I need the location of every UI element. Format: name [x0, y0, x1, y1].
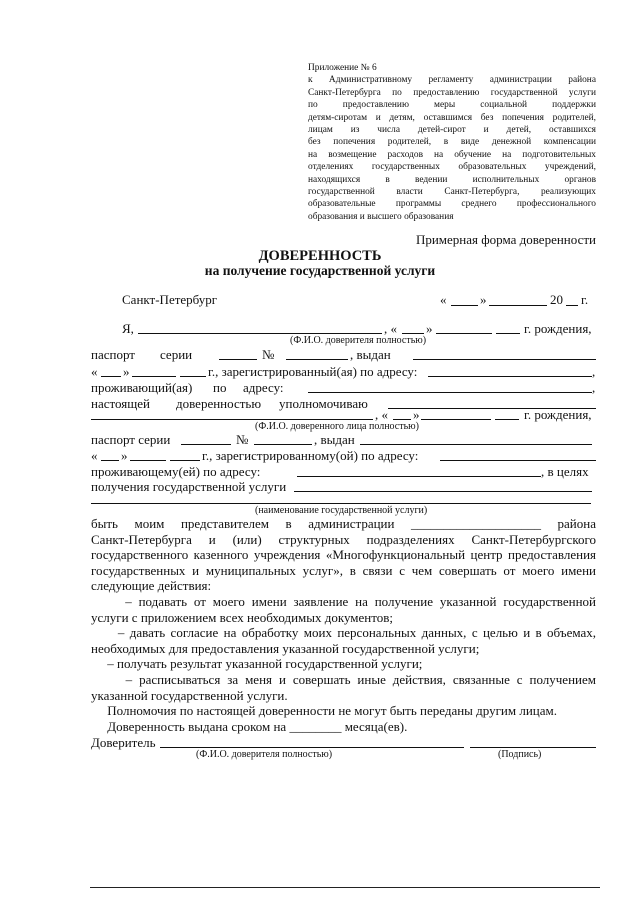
appendix-line: лицам из числа детей-сирот и детей, оставшихся [308, 124, 596, 135]
attorney-birth-day-field[interactable] [393, 419, 411, 420]
appendix-line: на возмещение расходов на обучение на подготовительных [308, 149, 596, 160]
date-day-field[interactable] [451, 305, 478, 306]
signature-label: Доверитель [91, 735, 156, 750]
principal-birth-month-field[interactable] [436, 333, 492, 334]
appendix-line: находящихся в ведении исполнительных органов [308, 174, 596, 185]
attorney-date-close: » [413, 407, 420, 422]
date-open-quote: « [440, 292, 447, 307]
body-line: Доверенность выдана сроком на ________ месяца(ев). [91, 718, 408, 734]
reg-address-field[interactable] [428, 376, 592, 377]
bottom-rule [90, 887, 600, 888]
date-year-suffix: г. [581, 292, 589, 307]
principal-i: Я, [122, 321, 134, 336]
signature-caption: (Подпись) [498, 749, 542, 760]
attorney-issued-field[interactable] [360, 444, 592, 445]
by-this-label: настоящей [91, 396, 150, 411]
living-address-field[interactable] [308, 392, 592, 393]
appendix-line: по предоставлению меры социальной поддержки [308, 100, 596, 111]
attorney-issued-day-field[interactable] [101, 460, 119, 461]
reg-address-label: г., зарегистрированный(ая) по адресу: [208, 364, 418, 379]
body-line: Санкт-Петербурга и (или) структурных подразделениях Санкт-Петербургского [91, 531, 596, 547]
body-line: быть моим представителем в администрации ____________________ района [91, 516, 596, 531]
signature-field[interactable] [470, 747, 596, 748]
date-month-field[interactable] [489, 305, 547, 306]
appendix-line: отделениях государственных образовательных учреждений, [308, 162, 596, 173]
attorney-living-label: проживающему(ей) по адресу: [91, 464, 261, 479]
date-year-prefix: 20 [550, 292, 563, 307]
attorney-issued-label: , выдан [314, 432, 355, 447]
purpose-label: , в целях [541, 464, 589, 479]
attorney-issued-date-close: » [121, 448, 128, 463]
by-label: по [213, 380, 227, 395]
passport-issued-field[interactable] [413, 359, 596, 360]
attorney-number-sign: № [236, 432, 249, 447]
signature-fio-field[interactable] [160, 747, 464, 748]
attorney-issued-date-open: « [91, 448, 98, 463]
passport-series-field[interactable] [219, 359, 257, 360]
attorney-fio-field[interactable] [91, 419, 373, 420]
attorney-number-field[interactable] [254, 444, 312, 445]
obtain-label: получения государственной услуги [91, 479, 287, 494]
appendix-line: образовательные программы среднего профессионального [308, 199, 596, 210]
living-label: проживающий(ая) [91, 380, 193, 395]
appendix-line: детям-сиротам и детям, оставшимся без попечения родителей, [308, 112, 596, 123]
attorney-birth-month-field[interactable] [421, 419, 491, 420]
body-line: – подавать от моего имени заявление на получение указанной государственной [91, 593, 596, 609]
appendix-lines [308, 74, 596, 223]
appendix-line: к Административному регламенту администрации района [308, 75, 596, 86]
date-year-field[interactable] [566, 305, 578, 306]
body-line: Полномочия по настоящей доверенности не могут быть переданы другим лицам. [91, 703, 558, 719]
appendix-line: Санкт-Петербурга по предоставлению государственной услуги [308, 87, 596, 98]
number-sign: № [262, 347, 275, 362]
body-line: услуги с приложением всех необходимых документов; [91, 609, 394, 625]
attorney-fio-caption: (Ф.И.О. доверенного лица полностью) [255, 421, 419, 432]
body-line: следующие действия: [91, 578, 212, 594]
attorney-issued-month-field[interactable] [130, 460, 166, 461]
issued-day-field[interactable] [101, 376, 121, 377]
body-text [91, 516, 596, 734]
appendix-line: образования и высшего образования [308, 211, 454, 222]
appendix-line: государственной власти Санкт-Петербурга, реализующих [308, 186, 596, 197]
body-line: указанной государственной услуги. [91, 687, 288, 703]
attorney-birth-label: г. рождения, [524, 407, 592, 422]
attorney-passport-label: паспорт серии [91, 432, 171, 447]
body-line: государственного казенного учреждения «Многофункциональный центр предоставления [91, 547, 596, 563]
document-title: ДОВЕРЕННОСТЬ [258, 248, 382, 264]
date-close-quote: » [480, 292, 487, 307]
body-line: государственных и муниципальных услуг», в связи с чем совершать от моего имени [91, 562, 596, 578]
service-caption: (наименование государственной услуги) [255, 505, 428, 516]
document-subtitle: на получение государственной услуги [204, 263, 436, 278]
attorney-issued-year-field[interactable] [170, 460, 200, 461]
principal-date-close: » [426, 321, 433, 336]
address-label: адресу: [243, 380, 284, 395]
sample-form-label: Примерная форма доверенности [415, 232, 596, 247]
punct-comma: , [592, 364, 596, 379]
principal-birth-year-field[interactable] [496, 333, 520, 334]
power-label: доверенностью [176, 396, 262, 411]
body-line: – давать согласие на обработку моих персональных данных, с целью и в объемах, [91, 625, 596, 641]
attorney-date-open: , « [375, 407, 388, 422]
body-line: – расписываться за меня и совершать иные действия, связанные с получением [91, 671, 596, 687]
appendix-line: без попечения родителей, в виде денежной компенсации [308, 137, 596, 148]
appendix-block [308, 62, 596, 223]
service-name-field[interactable] [91, 503, 591, 504]
principal-fio-field[interactable] [138, 333, 382, 334]
principal-birth-day-field[interactable] [402, 333, 424, 334]
principal-fio-caption: (Ф.И.О. доверителя полностью) [290, 335, 427, 346]
authorize-label: уполномочиваю [279, 396, 368, 411]
attorney-reg-field[interactable] [440, 460, 596, 461]
passport-number-field[interactable] [286, 359, 348, 360]
issued-year-field[interactable] [180, 376, 206, 377]
signature-fio-caption: (Ф.И.О. доверителя полностью) [196, 749, 333, 760]
issued-label: , выдан [350, 347, 391, 362]
series-label: серии [160, 347, 193, 362]
punct-comma: , [592, 380, 596, 395]
issued-date-close: » [123, 364, 130, 379]
attorney-living-field[interactable] [297, 476, 541, 477]
obtain-service-field[interactable] [294, 491, 592, 492]
issued-month-field[interactable] [132, 376, 176, 377]
attorney-birth-year-field[interactable] [495, 419, 519, 420]
attorney-series-field[interactable] [181, 444, 231, 445]
appendix-title: Приложение № 6 [308, 63, 377, 73]
principal-birth-label: г. рождения, [524, 321, 592, 336]
body-line: – получать результат указанной государственной услуги; [91, 656, 423, 672]
attorney-reg-label: г., зарегистрированному(ой) по адресу: [202, 448, 419, 463]
issued-date-open: « [91, 364, 98, 379]
passport-label: паспорт [91, 347, 135, 362]
principal-date-open: , « [384, 321, 397, 336]
body-line: необходимых для предоставления указанной государственной услуги; [91, 640, 480, 656]
city-label: Санкт-Петербург [122, 292, 218, 307]
